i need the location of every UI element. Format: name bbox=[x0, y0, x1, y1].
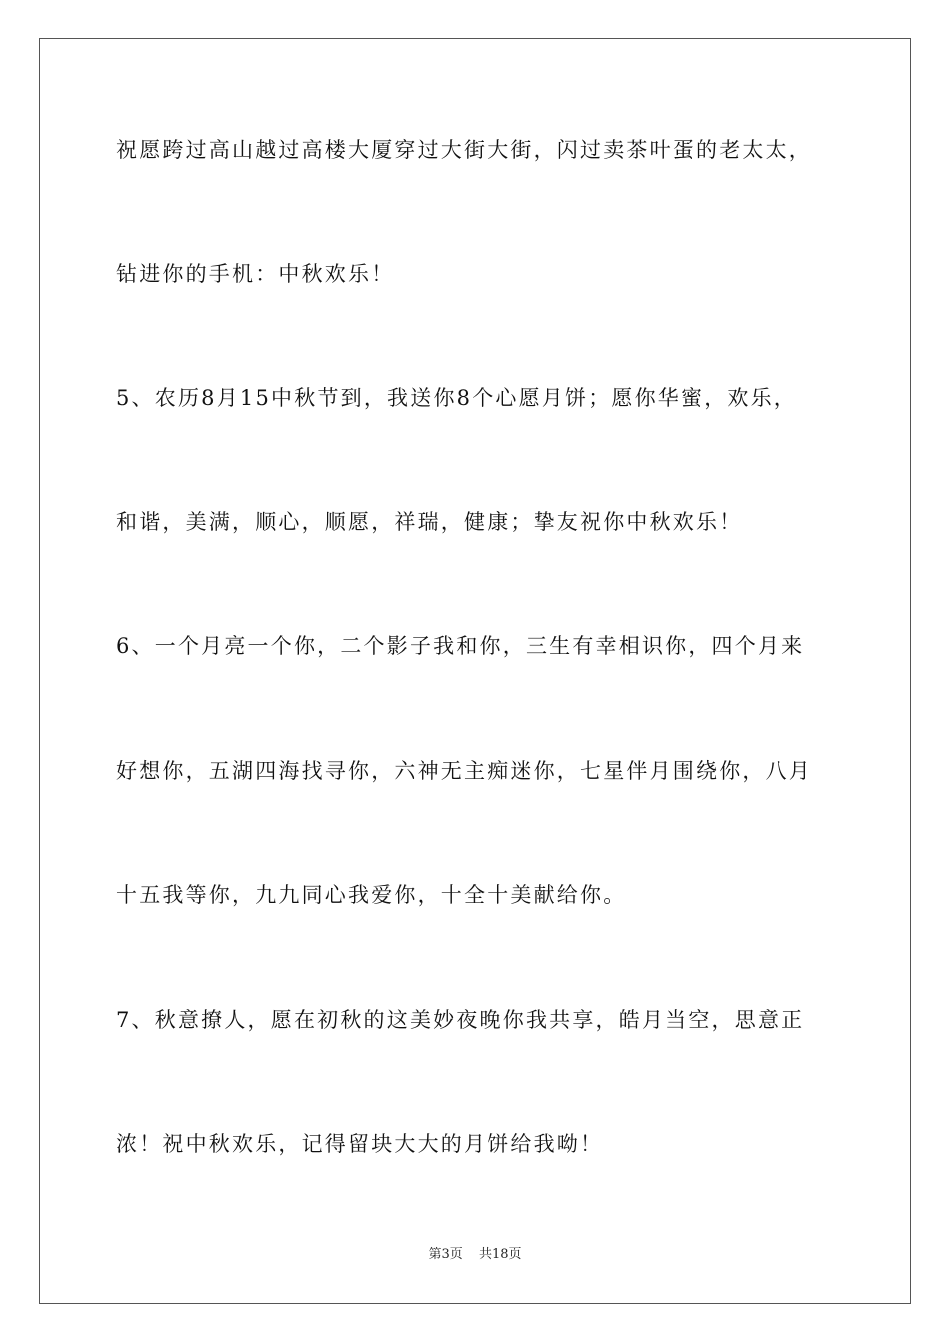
body-line-7: 十五我等你，九九同心我爱你，十全十美献给你。 bbox=[116, 883, 627, 907]
body-line-8: 7、秋意撩人，愿在初秋的这美妙夜晚你我共享，皓月当空，思意正 bbox=[116, 1008, 805, 1032]
page-number: 第3页 bbox=[428, 1247, 463, 1262]
page-footer bbox=[0, 1246, 950, 1264]
body-line-9: 浓！祝中秋欢乐，记得留块大大的月饼给我呦！ bbox=[116, 1132, 604, 1156]
body-line-3: 5、农历8月15中秋节到，我送你8个心愿月饼；愿你华蜜，欢乐， bbox=[116, 386, 798, 410]
page-total: 共18页 bbox=[478, 1247, 522, 1262]
page-frame bbox=[39, 38, 911, 1304]
body-line-5: 6、一个月亮一个你，二个影子我和你，三生有幸相识你，四个月来 bbox=[116, 634, 805, 658]
body-line-4: 和谐，美满，顺心，顺愿，祥瑞，健康；挚友祝你中秋欢乐！ bbox=[116, 510, 743, 534]
body-line-6: 好想你，五湖四海找寻你，六神无主痴迷你，七星伴月围绕你，八月 bbox=[116, 759, 812, 783]
body-line-1: 祝愿跨过高山越过高楼大厦穿过大街大街，闪过卖茶叶蛋的老太太， bbox=[116, 138, 812, 162]
body-line-2: 钻进你的手机：中秋欢乐！ bbox=[116, 262, 395, 286]
